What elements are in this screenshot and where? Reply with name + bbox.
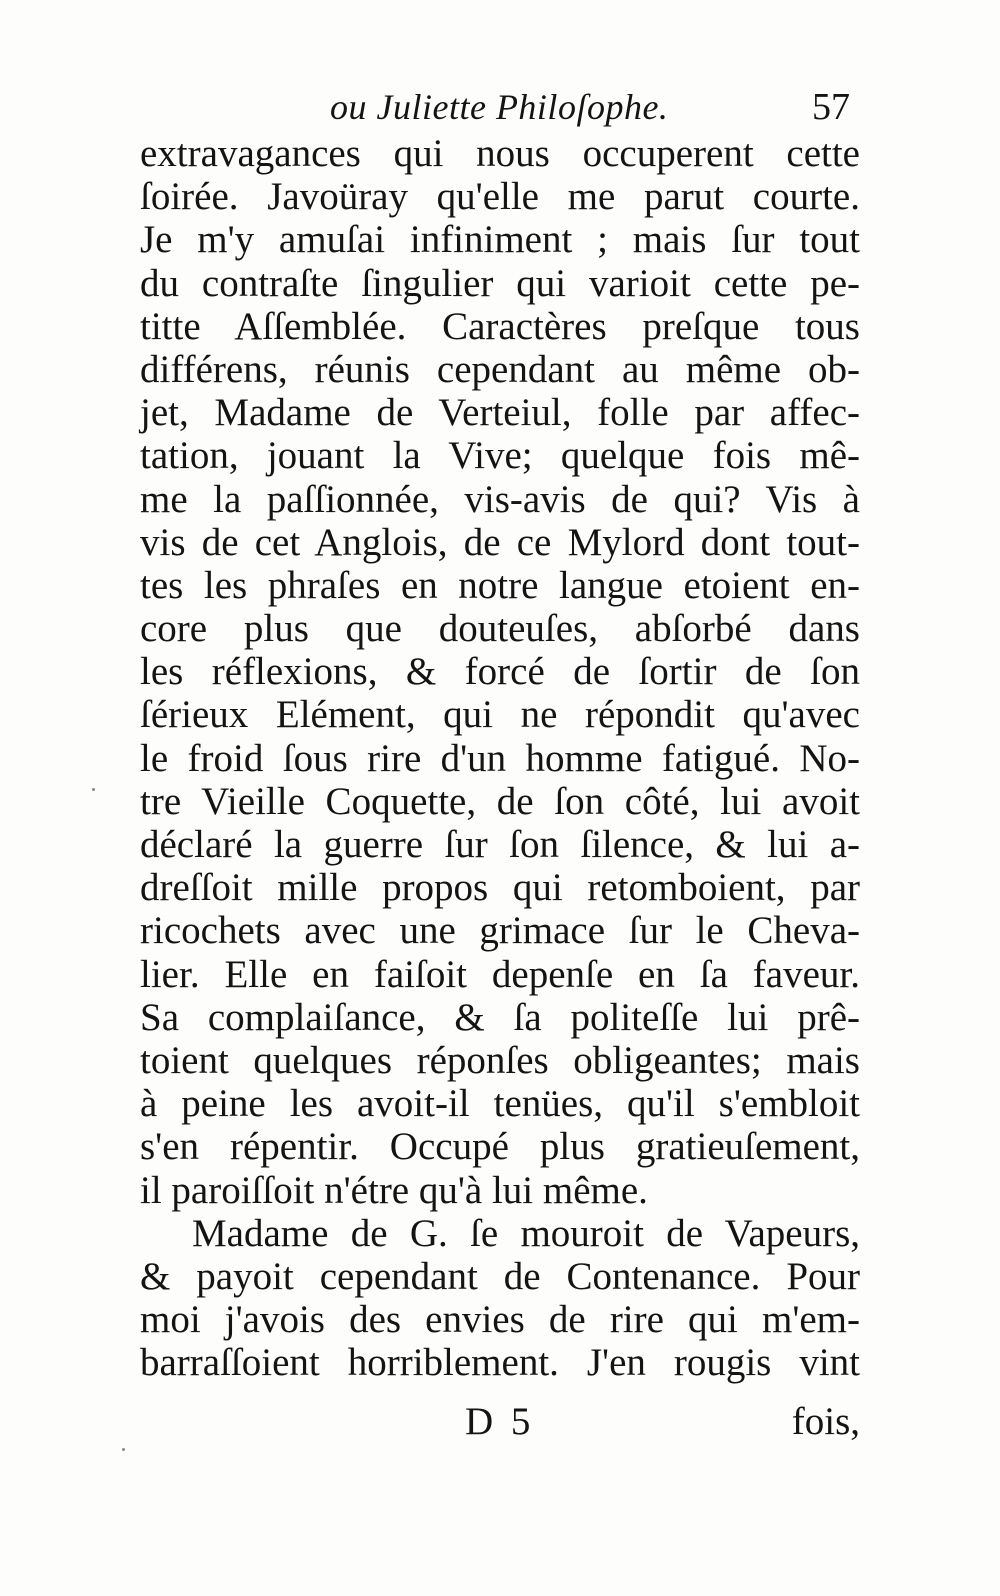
text-line: toient quelques réponſes obligeantes; mais: [140, 1038, 860, 1082]
text-line: tation, jouant la Vive; quelque fois mê-: [140, 434, 860, 478]
page-footer: [140, 1398, 860, 1446]
text-line: Je m'y amuſai infiniment ; mais ſur tout: [140, 218, 860, 262]
catchword: fois,: [791, 1400, 860, 1443]
text-line: dreſſoit mille propos qui retomboient, par: [140, 866, 860, 910]
text-line: & payoit cependant de Contenance. Pour: [140, 1254, 860, 1298]
text-line: ſoirée. Javoüray qu'elle me parut courte.: [140, 175, 860, 219]
text-line: extravagances qui nous occuperent cette: [140, 132, 860, 175]
text-line: tes les phraſes en notre langue etoient en-: [140, 563, 860, 607]
text-line: le froid ſous rire d'un homme fatigué. No-: [140, 736, 860, 780]
page-number: 57: [812, 86, 850, 128]
text-line: différens, réunis cependant au même ob-: [140, 347, 860, 391]
paper-speck: [122, 1448, 125, 1451]
page-header: [330, 82, 850, 132]
signature-mark: D 5: [465, 1400, 535, 1443]
text-line: jet, Madame de Verteiul, folle par affec-: [140, 391, 860, 435]
text-line: du contraſte ſingulier qui varioit cette pe-: [140, 261, 860, 305]
text-line: Sa complaiſance, & ſa politeſſe lui prê-: [140, 995, 860, 1039]
paper-speck: [92, 788, 95, 791]
paragraph-start-line: Madame de G. ſe mouroit de Vapeurs,: [192, 1211, 860, 1255]
text-line: vis de cet Anglois, de ce Mylord dont tout-: [140, 520, 860, 564]
text-line: à peine les avoit-il tenües, qu'il s'embloit: [140, 1082, 860, 1126]
text-line: barraſſoient horriblement. J'en rougis vint: [140, 1341, 860, 1385]
text-line: lier. Elle en faiſoit depenſe en ſa faveur.: [140, 952, 860, 996]
text-line: ſérieux Elément, qui ne répondit qu'avec: [140, 693, 860, 737]
text-line: ricochets avec une grimace ſur le Cheva-: [140, 909, 860, 953]
text-line: moi j'avois des envies de rire qui m'em-: [140, 1298, 860, 1342]
running-title: ou Juliette Philoſophe.: [330, 87, 669, 127]
body-text: [140, 132, 860, 1384]
text-line: déclaré la guerre ſur ſon ſilence, & lui a-: [140, 823, 860, 866]
text-line: tre Vieille Coquette, de ſon côté, lui avoit: [140, 779, 860, 823]
text-line: les réflexions, & forcé de ſortir de ſon: [140, 650, 860, 694]
text-line: titte Aſſemblée. Caractères preſque tous: [140, 304, 860, 348]
text-line: s'en répentir. Occupé plus gratieuſement,: [140, 1125, 860, 1169]
text-line: core plus que douteuſes, abſorbé dans: [140, 607, 860, 651]
paragraph-end-line: il paroiſſoit n'étre qu'à lui même.: [140, 1168, 648, 1212]
text-line: me la paſſionnée, vis-avis de qui? Vis à: [140, 477, 860, 521]
